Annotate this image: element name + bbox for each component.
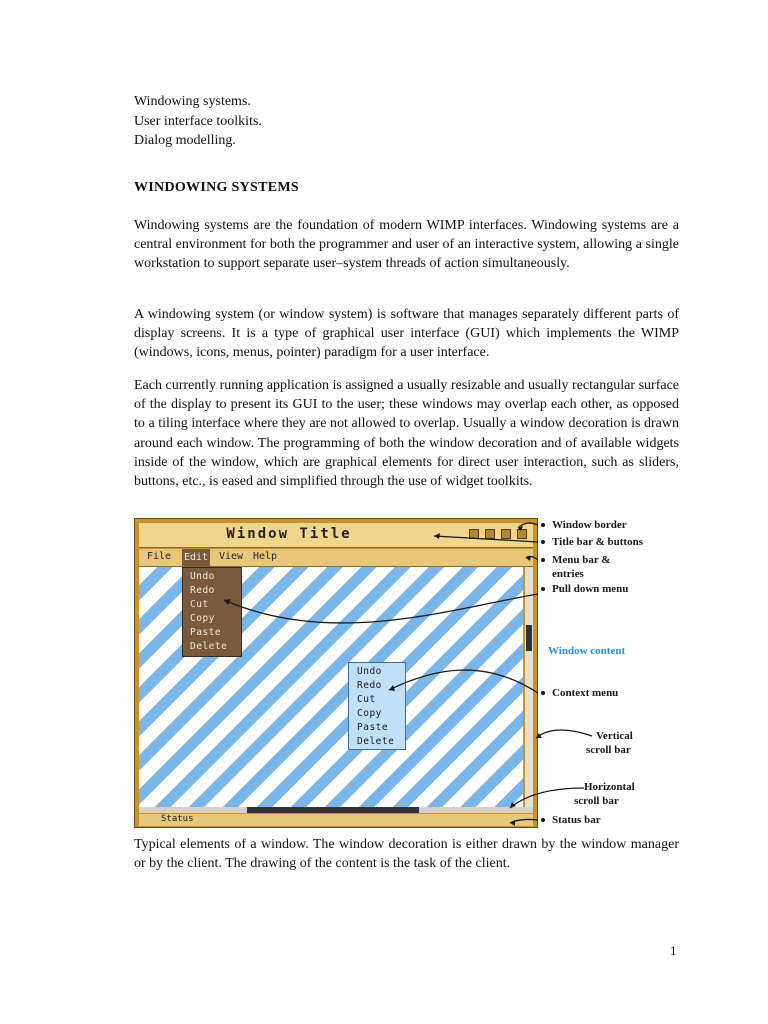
- status-text: Status: [161, 814, 194, 824]
- paragraph: A windowing system (or window system) is software that manages separately different parts of display screens. It is a type of graphical user interface (GUI) which implements the WIMP (windows, icons, menus, pointer) paradigm for a user interface.: [134, 307, 679, 361]
- arrow-pull-down: [224, 594, 538, 623]
- callout-dot: [541, 523, 545, 527]
- callout-context-menu: Context menu: [552, 687, 619, 699]
- callout-pull-down-menu: Pull down menu: [552, 583, 629, 595]
- callout-vertical-scroll-bar: scroll bar: [586, 744, 631, 756]
- arrow-vertical-scroll: [536, 730, 592, 738]
- menu-entry: Redo: [190, 585, 215, 596]
- arrowhead: [510, 820, 515, 826]
- section-heading: WINDOWING SYSTEMS: [134, 180, 299, 195]
- menu-entry: Undo: [357, 666, 382, 677]
- topic-item: User interface toolkits.: [134, 113, 262, 129]
- arrow-context-menu: [389, 670, 538, 693]
- menu-entry: Paste: [190, 627, 222, 638]
- paragraph: Windowing systems are the foundation of modern WIMP interfaces. Windowing systems are a central environment for both the programmer and user of an interactive system, allowing a single workstation to support separate user–system threads of action simultaneously.: [134, 218, 679, 272]
- arrowhead: [536, 733, 542, 738]
- menu-edit: Edit: [182, 549, 210, 566]
- callout-status-bar: Status bar: [552, 814, 601, 826]
- callout-dot: [541, 587, 545, 591]
- callout-menu-bar: Menu bar &: [552, 554, 611, 566]
- menu-entry: Delete: [190, 641, 228, 652]
- menu-entry: Cut: [190, 599, 209, 610]
- paragraph: Each currently running application is assigned a usually resizable and usually rectangular surface of the display to present its GUI to the user; these windows may overlap each other, as opposed to a tiling interface where they are not allowed to overlap. Usually a window decoration is drawn around each window. The programming of both the window decoration and of available widgets inside of the window, which are graphical elements for direct user interaction, such as sliders, buttons, etc., is eased and simplified through the use of widget toolkits.: [134, 378, 679, 490]
- callout-horizontal-scroll-bar: scroll bar: [574, 795, 619, 807]
- menu-help: Help: [253, 551, 278, 562]
- callout-title-bar: Title bar & buttons: [552, 536, 643, 548]
- callout-dot: [541, 558, 545, 562]
- arrow-title-bar: [434, 536, 538, 542]
- callout-vertical-scroll: Vertical: [596, 730, 633, 742]
- figure-caption: Typical elements of a window. The window decoration is either drawn by the window manager or by the client. The drawing of the content is the task of the client.: [134, 837, 679, 872]
- arrowhead: [510, 802, 516, 808]
- menu-entry: Undo: [190, 571, 215, 582]
- menu-file: File: [147, 551, 172, 562]
- callout-window-border: Window border: [552, 519, 627, 531]
- menu-entry: Paste: [357, 722, 389, 733]
- menu-view: View: [219, 551, 244, 562]
- topic-item: Windowing systems.: [134, 94, 251, 109]
- menu-entry: Copy: [357, 708, 382, 719]
- topic-list: [134, 92, 262, 151]
- arrowhead: [434, 533, 440, 539]
- callout-dot: [541, 818, 545, 822]
- menu-entry: Cut: [357, 694, 376, 705]
- callout-dot: [541, 540, 545, 544]
- window-title: Window Title: [226, 526, 352, 542]
- callout-window-content: Window content: [548, 645, 626, 657]
- callout-dot: [541, 691, 545, 695]
- window-diagram-figure: [134, 518, 654, 834]
- menu-entry: Delete: [357, 736, 395, 747]
- page-number: 1: [670, 943, 677, 958]
- callout-menu-bar-entries: entries: [552, 568, 584, 580]
- arrow-horizontal-scroll: [510, 788, 584, 808]
- menu-entry: Copy: [190, 613, 215, 624]
- topic-item: Dialog modelling.: [134, 133, 236, 148]
- callout-horizontal-scroll: Horizontal: [584, 781, 635, 793]
- menu-entry: Redo: [357, 680, 382, 691]
